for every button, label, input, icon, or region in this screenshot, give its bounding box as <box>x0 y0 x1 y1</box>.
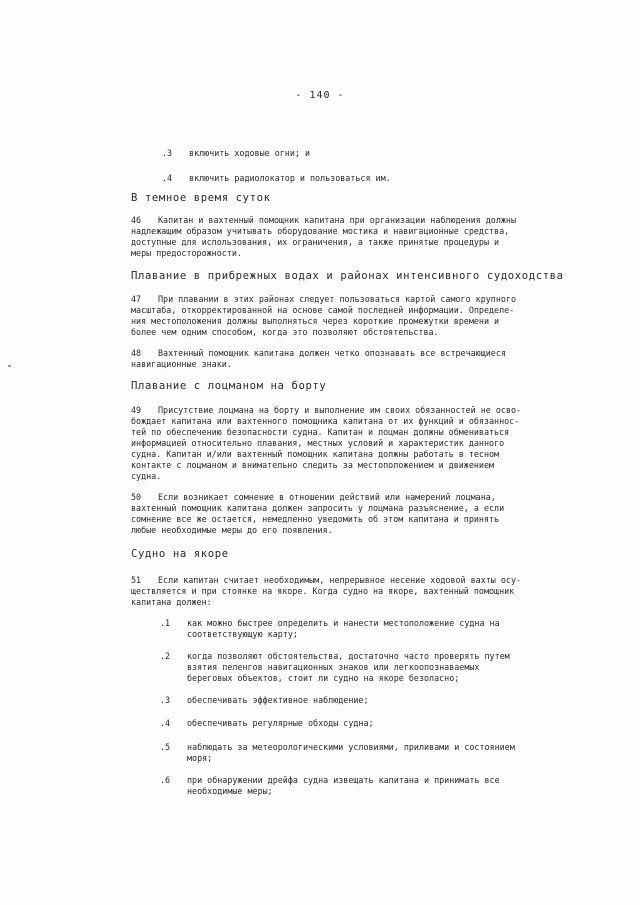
section-heading: Судно на якоре <box>131 548 229 560</box>
paragraph-line: Если капитан считает необходимым, непрерывное несение ходовой вахты осу- <box>158 575 522 585</box>
list-item <box>160 695 369 706</box>
paragraph-line: меры предосторожности. <box>131 248 242 258</box>
paragraph-line: ществляется и при стоянке на якоре. Когда судно на якоре, вахтенный помощник <box>131 586 515 596</box>
list-item <box>162 148 310 159</box>
paragraph-line: Вахтенный помощник капитана должен четко опознавать все встречающиеся <box>158 348 506 358</box>
paragraph-line: При плавании в этих районах следует пользоваться картой самого крупного <box>158 294 516 304</box>
list-text: необходимые меры; <box>187 786 273 796</box>
paragraph-line: любые необходимые меры до его появления. <box>131 525 333 535</box>
paragraph-line: Присутствие лоцмана на борту и выполнение им своих обязанностей не осво- <box>158 405 522 415</box>
list-marker: .3 <box>160 695 171 705</box>
paragraph-line: контакте с лоцманом и внимательно следить за местоположением и движением <box>131 460 495 470</box>
list-text: включить радиолокатор и пользоваться им. <box>189 173 391 183</box>
list-item <box>160 718 374 729</box>
paragraph-line: ния местоположения должны выполняться через короткие промежутки времени и <box>131 316 500 326</box>
paragraph-46 <box>131 215 516 259</box>
paragraph-48 <box>131 348 506 370</box>
list-item <box>160 618 500 640</box>
list-marker: .1 <box>160 618 171 628</box>
list-marker: .3 <box>162 148 173 158</box>
paragraph-line: капитана должен: <box>131 597 212 607</box>
paragraph-line: масштаба, откорректированной на основе самой последней информации. Определе- <box>131 305 515 315</box>
list-text: когда позволяют обстоятельства, достаточно часто проверять путем <box>187 651 510 661</box>
paragraph-line: информацией относительно плавания, местных условий и характеристик данного <box>131 438 505 448</box>
paragraph-line: более чем одним способом, когда это позволяют обстоятельства. <box>131 327 439 337</box>
paragraph-number: 51 <box>131 575 142 585</box>
list-marker: .5 <box>160 742 171 752</box>
list-marker: .4 <box>162 173 173 183</box>
paragraph-line: судна. <box>131 471 162 481</box>
page-number: - 140 - <box>295 90 345 101</box>
list-text: береговых объектов, стоит ли судно на якоре безопасно; <box>187 673 460 683</box>
list-item <box>160 742 515 764</box>
paragraph-line: сомнение все же остается, немедленно уведомить об этом капитана и принять <box>131 514 500 524</box>
list-text: взятия пеленгов навигационных знаков или легкоопознаваемых <box>187 662 480 672</box>
list-text: как можно быстрее определить и нанести местоположение судна на <box>187 618 500 628</box>
list-text: моря; <box>187 753 213 763</box>
list-item <box>160 775 500 797</box>
list-text: обеспечивать регулярные обходы судна; <box>187 718 374 728</box>
paragraph-line: Капитан и вахтенный помощник капитана при организации наблюдения должны <box>158 215 516 225</box>
list-text: при обнаружении дрейфа судна извещать капитана и принимать все <box>187 775 500 785</box>
paragraph-50 <box>131 492 504 536</box>
list-item <box>160 651 510 684</box>
paragraph-line: вахтенный помощник капитана должен запросить у лоцмана разъяснение, а если <box>131 503 505 513</box>
paragraph-number: 50 <box>131 492 142 502</box>
scan-speck <box>8 365 11 367</box>
paragraph-line: тей по обеспечению безопасности судна. Капитан и лоцман должны обмениваться <box>131 427 510 437</box>
list-marker: .4 <box>160 718 171 728</box>
paragraph-47 <box>131 294 516 338</box>
paragraph-number: 49 <box>131 405 142 415</box>
section-heading: Плавание с лоцманом на борту <box>131 380 327 392</box>
list-text: наблюдать за метеорологическими условиями, приливами и состоянием <box>187 742 515 752</box>
paragraph-line: доступные для использования, их ограничения, а также принятые процедуры и <box>131 237 500 247</box>
paragraph-51 <box>131 575 521 608</box>
paragraph-number: 46 <box>131 215 142 225</box>
list-text: обеспечивать эффективное наблюдение; <box>187 695 369 705</box>
list-marker: .6 <box>160 775 171 785</box>
list-marker: .2 <box>160 651 171 661</box>
paragraph-line: навигационные знаки. <box>131 359 232 369</box>
paragraph-number: 48 <box>131 348 142 358</box>
section-heading: Плавание в прибрежных водах и районах интенсивного судоходства <box>131 270 564 282</box>
paragraph-line: судна. Капитан и/или вахтенный помощник капитана должны работать в тесном <box>131 449 500 459</box>
paragraph-line: бождает капитана или вахтенного помощника капитана от их функций и обязаннос- <box>131 416 520 426</box>
paragraph-line: надлежащим образом учитывать оборудование мостика и навигационные средства, <box>131 226 510 236</box>
list-text: включить ходовые огни; и <box>189 148 311 158</box>
section-heading: В темное время суток <box>131 192 271 204</box>
paragraph-49 <box>131 405 521 482</box>
list-item <box>162 173 391 184</box>
paragraph-number: 47 <box>131 294 142 304</box>
paragraph-line: Если возникает сомнение в отношении действий или намерений лоцмана, <box>158 492 496 502</box>
list-text: соответствующую карту; <box>187 629 298 639</box>
